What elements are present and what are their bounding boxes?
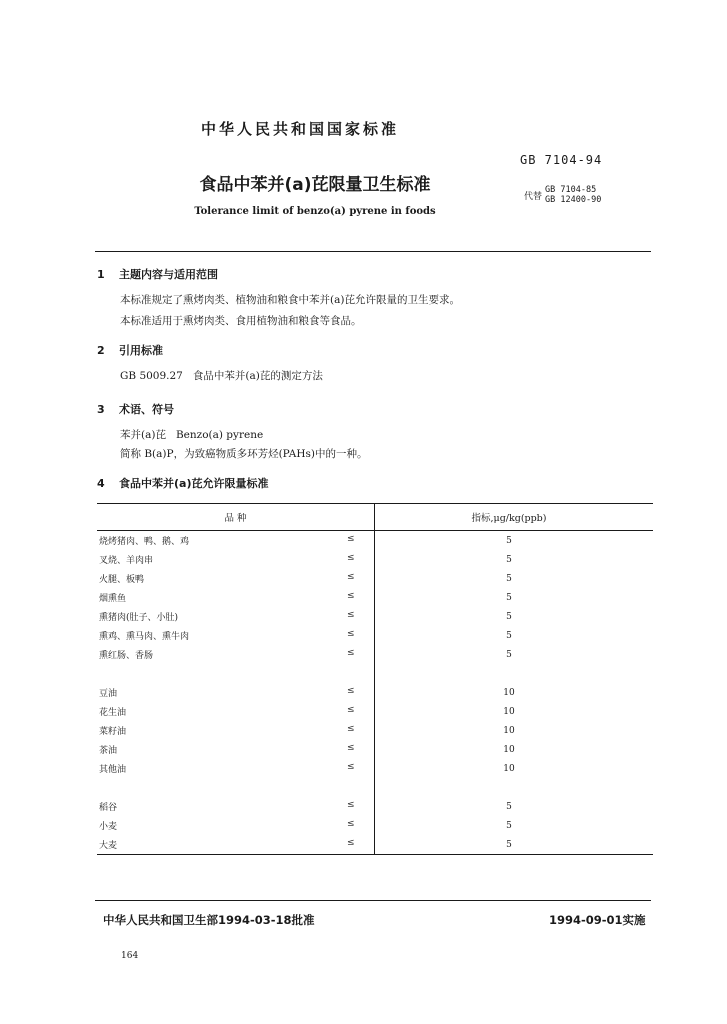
replaces-codes	[545, 185, 601, 205]
item-name: 菜籽油	[99, 727, 127, 737]
section-number: 3	[97, 403, 105, 416]
table-row	[97, 835, 653, 855]
item-cell	[97, 550, 375, 569]
replaces-code: GB 7104-85	[545, 185, 597, 195]
document-title-english: Tolerance limit of benzo(a) pyrene in foods	[194, 206, 436, 217]
table-row	[97, 626, 653, 645]
item-name: 大麦	[99, 841, 118, 851]
item-name: 熏鸡、熏马肉、熏牛肉	[99, 632, 190, 642]
less-equal-sign: ≤	[347, 629, 355, 639]
table-row	[97, 702, 653, 721]
standard-code: GB 7104-94	[520, 153, 603, 167]
limit-value	[375, 664, 654, 683]
limit-value: 5	[506, 592, 512, 603]
item-cell	[97, 645, 375, 664]
less-equal-sign: ≤	[347, 572, 355, 582]
standard-type-heading: 中华人民共和国国家标准	[200, 120, 399, 138]
table-row	[97, 797, 653, 816]
limit-value: 5	[506, 535, 512, 546]
item-cell	[97, 797, 375, 816]
column-header-item: 品 种	[97, 504, 375, 531]
item-cell	[97, 664, 375, 683]
table-row	[97, 569, 653, 588]
section-title: 主题内容与适用范围	[119, 268, 218, 281]
less-equal-sign: ≤	[347, 800, 355, 810]
replaces-block	[524, 185, 601, 205]
item-name: 熏红肠、香肠	[99, 651, 154, 661]
less-equal-sign: ≤	[347, 610, 355, 620]
table-header-row	[97, 504, 653, 531]
section-3-para-2: 简称 B(a)P，为致癌物质多环芳烃(PAHs)中的一种。	[120, 448, 368, 460]
section-title: 食品中苯并(a)芘允许限量标准	[119, 477, 269, 490]
table-row	[97, 721, 653, 740]
limit-value: 5	[506, 630, 512, 641]
footer-rule	[95, 900, 651, 901]
item-name: 烟熏鱼	[99, 594, 127, 604]
limit-value: 10	[503, 725, 515, 736]
section-number: 4	[97, 477, 105, 490]
item-name: 叉烧、羊肉串	[99, 556, 154, 566]
replaces-label: 代替	[524, 191, 543, 202]
effective-date-text: 1994-09-01实施	[549, 913, 646, 927]
table-row	[97, 531, 653, 551]
item-cell	[97, 835, 375, 855]
less-equal-sign: ≤	[347, 762, 355, 772]
item-name: 熏猪肉(肚子、小肚)	[99, 613, 179, 623]
section-1-para-1: 本标准规定了熏烤肉类、植物油和粮食中苯并(a)芘允许限量的卫生要求。	[120, 294, 460, 306]
item-cell	[97, 531, 375, 551]
less-equal-sign: ≤	[347, 819, 355, 829]
limit-value: 5	[506, 820, 512, 831]
item-cell	[97, 759, 375, 778]
section-heading-4	[97, 475, 268, 491]
item-cell	[97, 626, 375, 645]
item-name: 稻谷	[99, 803, 118, 813]
table-row	[97, 683, 653, 702]
table-row	[97, 664, 653, 683]
table-row	[97, 816, 653, 835]
section-title: 引用标准	[119, 344, 163, 357]
item-cell	[97, 778, 375, 797]
replaces-code: GB 12400-90	[545, 195, 602, 205]
item-name: 小麦	[99, 822, 118, 832]
section-2-para-1: GB 5009.27 食品中苯并(a)芘的测定方法	[120, 370, 323, 382]
table-row	[97, 607, 653, 626]
item-cell	[97, 607, 375, 626]
column-header-limit: 指标,μg/kg(ppb)	[375, 504, 654, 531]
limit-value: 5	[506, 573, 512, 584]
less-equal-sign: ≤	[347, 648, 355, 658]
less-equal-sign: ≤	[347, 705, 355, 715]
item-cell	[97, 702, 375, 721]
limit-value: 10	[503, 706, 515, 717]
item-cell	[97, 683, 375, 702]
limit-value: 5	[506, 649, 512, 660]
item-cell	[97, 588, 375, 607]
section-heading-2	[97, 342, 163, 358]
item-cell	[97, 569, 375, 588]
limit-value: 10	[503, 687, 515, 698]
table-row	[97, 645, 653, 664]
item-name: 其他油	[99, 765, 127, 775]
section-heading-1	[97, 266, 218, 282]
item-name: 花生油	[99, 708, 127, 718]
limit-value: 10	[503, 763, 515, 774]
limit-value: 10	[503, 744, 515, 755]
less-equal-sign: ≤	[347, 534, 355, 544]
section-title: 术语、符号	[119, 403, 174, 416]
limit-value: 5	[506, 801, 512, 812]
less-equal-sign: ≤	[347, 838, 355, 848]
limit-value: 5	[506, 554, 512, 565]
less-equal-sign: ≤	[347, 553, 355, 563]
item-cell	[97, 721, 375, 740]
item-cell	[97, 740, 375, 759]
section-3-para-1: 苯并(a)芘 Benzo(a) pyrene	[120, 429, 264, 441]
section-number: 1	[97, 268, 105, 281]
item-name: 茶油	[99, 746, 118, 756]
less-equal-sign: ≤	[347, 591, 355, 601]
less-equal-sign: ≤	[347, 743, 355, 753]
section-number: 2	[97, 344, 105, 357]
limit-value: 5	[506, 839, 512, 850]
less-equal-sign: ≤	[347, 724, 355, 734]
limit-value	[375, 778, 654, 797]
item-cell	[97, 816, 375, 835]
document-title: 食品中苯并(a)芘限量卫生标准	[199, 175, 431, 195]
item-name: 豆油	[99, 689, 118, 699]
table-row	[97, 588, 653, 607]
table-row	[97, 759, 653, 778]
item-name: 火腿、板鸭	[99, 575, 145, 585]
header-rule	[95, 251, 651, 252]
table-row	[97, 778, 653, 797]
page-number: 164	[121, 951, 139, 961]
table-row	[97, 550, 653, 569]
section-1-para-2: 本标准适用于熏烤肉类、食用植物油和粮食等食品。	[120, 315, 362, 327]
section-heading-3	[97, 401, 174, 417]
item-name: 烧烤猪肉、鸭、鹅、鸡	[99, 537, 190, 547]
less-equal-sign: ≤	[347, 686, 355, 696]
limit-value: 5	[506, 611, 512, 622]
table-row	[97, 740, 653, 759]
limits-table	[97, 503, 653, 855]
approval-text: 中华人民共和国卫生部1994-03-18批准	[103, 913, 315, 927]
